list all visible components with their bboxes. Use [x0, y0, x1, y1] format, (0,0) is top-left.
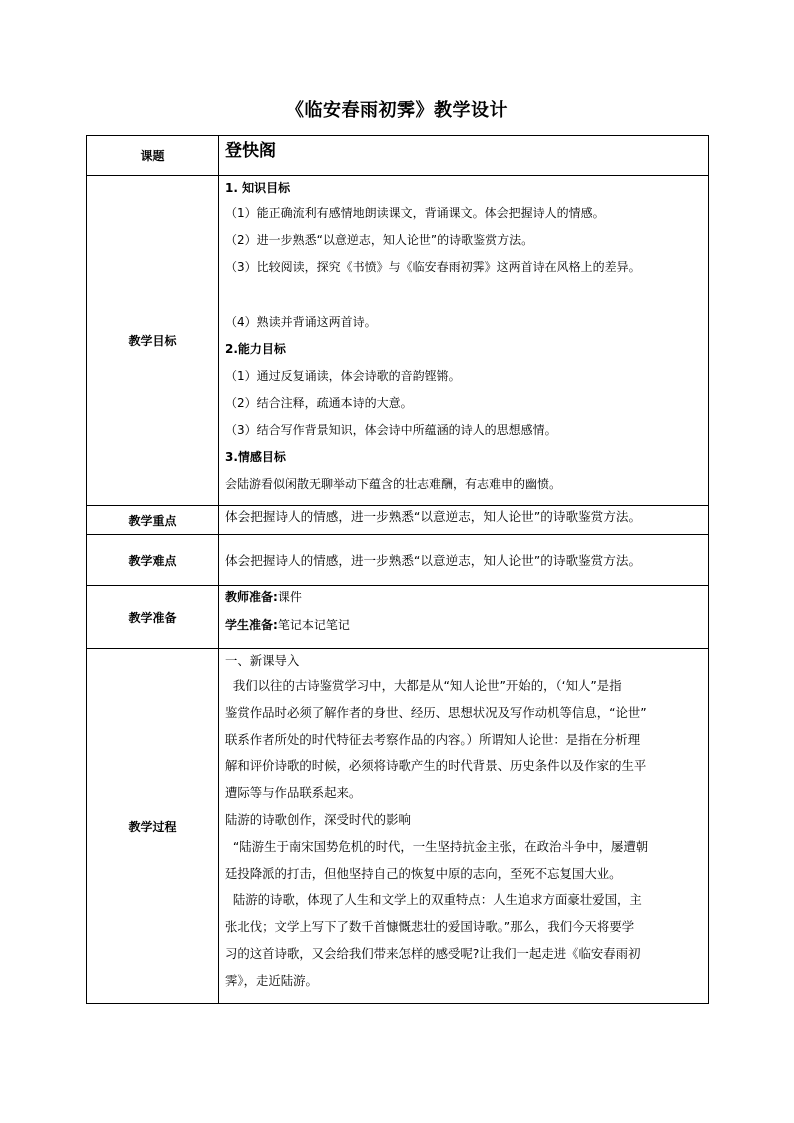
process-line: 遭际等与作品联系起来。 — [225, 785, 362, 801]
knowledge-item-1: （1）能正确流利有感情地朗读课文，背诵课文。体会把握诗人的情感。 — [225, 206, 605, 220]
process-line: 廷投降派的打击，但他坚持自己的恢复中原的志向，至死不忘复国大业。 — [225, 865, 622, 881]
process-line: “陆游生于南宋国势危机的时代，一生坚持抗金主张，在政治斗争中，屡遭朝 — [225, 838, 649, 854]
ability-item-2: （2）结合注释，疏通本诗的大意。 — [225, 396, 413, 410]
process-line: 一、新课导入 — [225, 653, 300, 668]
key-point-value: 体会把握诗人的情感，进一步熟悉“以意逆志，知人论世”的诗歌鉴赏方法。 — [225, 509, 642, 524]
table-row-goals — [87, 176, 709, 506]
process-line: 联系作者所处的时代特征去考察作品的内容。）所谓知人论世：是指在分析理 — [225, 731, 641, 747]
process-line: 陆游的诗歌创作，深受时代的影响 — [225, 811, 411, 827]
ability-item-3: （3）结合写作背景知识，体会诗中所蕴涵的诗人的思想感情。 — [225, 423, 557, 437]
label-process: 教学过程 — [87, 649, 219, 1004]
lesson-plan-table — [86, 135, 709, 1004]
student-prep — [225, 612, 704, 639]
spacer — [225, 281, 704, 309]
goals-cell — [219, 176, 709, 506]
topic-value: 登快阁 — [225, 141, 276, 161]
knowledge-item-3: （3）比较阅读，探究《书愤》与《临安春雨初霁》这两首诗在风格上的差异。 — [225, 260, 641, 274]
document-title: 《临安春雨初霁》教学设计 — [286, 100, 508, 121]
topic-cell — [219, 136, 709, 176]
teacher-prep-value: 课件 — [277, 590, 302, 604]
process-line: 霁》，走近陆游。 — [225, 972, 318, 988]
process-cell — [219, 649, 709, 1004]
process-line: 我们以往的古诗鉴赏学习中，大都是从“知人论世”开始的，（‘知人”是指 — [225, 678, 622, 693]
process-line: 张北伐；文学上写下了数千首慷慨悲壮的爱国诗歌。”那么，我们今天将要学 — [225, 919, 635, 935]
table-row-difficulty — [87, 535, 709, 586]
student-prep-value: 笔记本记笔记 — [277, 618, 350, 632]
difficulty-cell — [219, 535, 709, 586]
process-line: 陆游的诗歌，体现了人生和文学上的双重特点：人生追求方面豪壮爱国，主 — [225, 892, 642, 908]
key-point-cell — [219, 506, 709, 535]
process-line: 鉴赏作品时必须了解作者的身世、经历、思想状况及写作动机等信息，“论世” — [225, 704, 647, 720]
ability-heading: 2.能力目标 — [225, 342, 286, 356]
ability-item-1: （1）通过反复诵读，体会诗歌的音韵铿锵。 — [225, 369, 461, 383]
process-line: 解和评价诗歌的时候，必须将诗歌产生的时代背景、历史条件以及作家的生平 — [225, 758, 647, 774]
label-key-point: 教学重点 — [87, 506, 219, 535]
label-topic: 课题 — [87, 136, 219, 176]
label-difficulty: 教学难点 — [87, 535, 219, 586]
emotion-heading: 3.情感目标 — [225, 450, 286, 464]
label-goals: 教学目标 — [87, 176, 219, 506]
emotion-item: 会陆游看似闲散无聊举动下蕴含的壮志难酬，有志难申的幽愤。 — [225, 477, 562, 491]
knowledge-heading: 1. 知识目标 — [225, 181, 291, 195]
table-row-process — [87, 649, 709, 1004]
teacher-prep-label: 教师准备: — [225, 590, 278, 604]
student-prep-label: 学生准备: — [225, 618, 278, 632]
knowledge-item-2: （2）进一步熟悉“以意逆志，知人论世”的诗歌鉴赏方法。 — [225, 233, 534, 247]
teacher-prep — [225, 586, 704, 612]
label-preparation: 教学准备 — [87, 586, 219, 649]
difficulty-value: 体会把握诗人的情感，进一步熟悉“以意逆志，知人论世”的诗歌鉴赏方法。 — [225, 552, 642, 568]
process-line: 习的这首诗歌，又会给我们带来怎样的感受呢?让我们一起走进《临安春雨初 — [225, 945, 641, 961]
preparation-cell — [219, 586, 709, 649]
table-row-key-point — [87, 506, 709, 535]
table-row-topic — [87, 136, 709, 176]
table-row-preparation — [87, 586, 709, 649]
knowledge-item-4: （4）熟读并背诵这两首诗。 — [225, 315, 377, 329]
